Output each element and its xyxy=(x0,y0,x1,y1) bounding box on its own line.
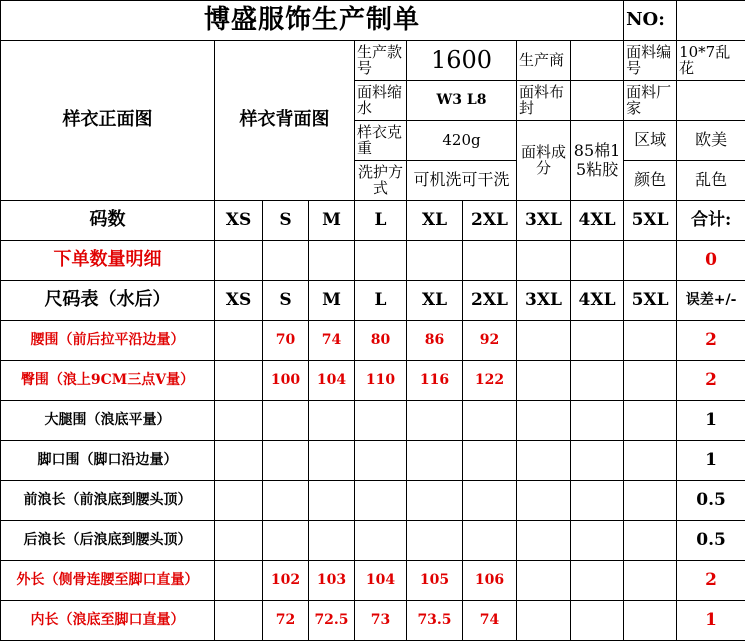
size-chart-header-cell: S xyxy=(263,281,309,321)
tolerance-cell[interactable]: 1 xyxy=(677,601,745,641)
measurement-cell[interactable] xyxy=(571,481,624,521)
measurement-cell[interactable] xyxy=(624,561,677,601)
fabric-seal-value[interactable] xyxy=(571,81,624,121)
sizes-header-row xyxy=(1,201,745,241)
order-quantity-cell[interactable] xyxy=(263,241,309,281)
measurement-cell[interactable] xyxy=(517,361,571,401)
size-chart-header-cell: M xyxy=(309,281,355,321)
measurement-cell[interactable]: 92 xyxy=(463,321,517,361)
style-no-value[interactable]: 1600 xyxy=(407,41,517,81)
measurement-cell[interactable] xyxy=(309,481,355,521)
measurement-label: 脚口围（脚口沿边量） xyxy=(1,441,215,481)
size-chart-header-cell: 2XL xyxy=(463,281,517,321)
color-value[interactable]: 乱色 xyxy=(677,161,745,201)
measurement-label: 后浪长（后浪底到腰头顶） xyxy=(1,521,215,561)
wash-label: 洗护方式 xyxy=(355,161,407,201)
measurement-cell[interactable] xyxy=(571,521,624,561)
tolerance-cell[interactable]: 2 xyxy=(677,321,745,361)
order-quantity-row xyxy=(1,241,745,281)
measurement-cell[interactable] xyxy=(517,481,571,521)
measurement-cell[interactable] xyxy=(517,321,571,361)
measurement-row xyxy=(1,521,745,561)
measurement-cell[interactable] xyxy=(624,601,677,641)
measurement-label: 前浪长（前浪底到腰头顶） xyxy=(1,481,215,521)
measurement-row xyxy=(1,561,745,601)
composition-label: 面料成分 xyxy=(517,121,571,201)
measurement-cell[interactable] xyxy=(571,321,624,361)
measurement-cell[interactable] xyxy=(407,441,463,481)
weight-value[interactable]: 420g xyxy=(407,121,517,161)
size-header-cell: L xyxy=(355,201,407,241)
measurement-row xyxy=(1,401,745,441)
measurement-label: 内长（浪底至脚口直量） xyxy=(1,601,215,641)
size-chart-header-cell: 5XL xyxy=(624,281,677,321)
measurement-cell[interactable]: 70 xyxy=(263,321,309,361)
measurement-cell[interactable] xyxy=(517,521,571,561)
fabric-seal-label: 面料布封 xyxy=(517,81,571,121)
no-value[interactable] xyxy=(677,1,745,41)
weight-label: 样衣克重 xyxy=(355,121,407,161)
fabric-no-value[interactable]: 10*7乱花 xyxy=(677,41,745,81)
measurement-cell[interactable] xyxy=(263,401,309,441)
fabric-no-label: 面料编号 xyxy=(624,41,677,81)
size-header-cell: S xyxy=(263,201,309,241)
region-value[interactable]: 欧美 xyxy=(677,121,745,161)
measurement-cell[interactable]: 122 xyxy=(463,361,517,401)
measurement-cell[interactable] xyxy=(215,561,263,601)
measurement-cell[interactable] xyxy=(571,561,624,601)
order-quantity-cell[interactable] xyxy=(355,241,407,281)
front-view-cell: 样衣正面图 xyxy=(1,41,215,201)
measurement-label: 外长（侧骨连腰至脚口直量） xyxy=(1,561,215,601)
order-quantity-cell[interactable] xyxy=(624,241,677,281)
order-quantity-cell[interactable] xyxy=(309,241,355,281)
measurement-cell[interactable]: 100 xyxy=(263,361,309,401)
maker-label: 生产商 xyxy=(517,41,571,81)
measurement-cell[interactable] xyxy=(571,361,624,401)
measurement-label: 大腿围（浪底平量） xyxy=(1,401,215,441)
fabric-factory-value[interactable] xyxy=(677,81,745,121)
measurement-row xyxy=(1,321,745,361)
measurement-cell[interactable]: 73.5 xyxy=(407,601,463,641)
measurement-cell[interactable] xyxy=(624,361,677,401)
measurement-cell[interactable] xyxy=(517,601,571,641)
measurement-cell[interactable] xyxy=(309,521,355,561)
measurement-cell[interactable] xyxy=(571,601,624,641)
measurement-cell[interactable] xyxy=(407,481,463,521)
tolerance-cell[interactable]: 0.5 xyxy=(677,521,745,561)
measurement-label: 臀围（浪上9CM三点V量） xyxy=(1,361,215,401)
size-header-cell: 2XL xyxy=(463,201,517,241)
measurement-cell[interactable]: 72.5 xyxy=(309,601,355,641)
measurement-cell[interactable] xyxy=(571,401,624,441)
measurement-label: 腰围（前后拉平沿边量） xyxy=(1,321,215,361)
size-chart-header-cell: 4XL xyxy=(571,281,624,321)
sizes-label: 码数 xyxy=(1,201,215,241)
style-no-label: 生产款号 xyxy=(355,41,407,81)
measurement-cell[interactable] xyxy=(263,441,309,481)
order-quantity-cell[interactable] xyxy=(407,241,463,281)
measurement-cell[interactable] xyxy=(355,401,407,441)
measurement-cell[interactable]: 105 xyxy=(407,561,463,601)
size-chart-header-cell: L xyxy=(355,281,407,321)
tolerance-cell[interactable]: 1 xyxy=(677,441,745,481)
measurement-cell[interactable]: 74 xyxy=(309,321,355,361)
measurement-cell[interactable]: 110 xyxy=(355,361,407,401)
measurement-cell[interactable]: 106 xyxy=(463,561,517,601)
measurement-row xyxy=(1,601,745,641)
measurement-cell[interactable] xyxy=(463,441,517,481)
maker-value[interactable] xyxy=(571,41,624,81)
measurement-cell[interactable] xyxy=(263,521,309,561)
measurement-cell[interactable] xyxy=(463,481,517,521)
size-chart-header-row xyxy=(1,281,745,321)
measurement-cell[interactable]: 116 xyxy=(407,361,463,401)
measurement-cell[interactable]: 104 xyxy=(355,561,407,601)
measurement-cell[interactable] xyxy=(624,441,677,481)
tolerance-cell[interactable]: 0.5 xyxy=(677,481,745,521)
tolerance-label: 误差+/- xyxy=(677,281,745,321)
measurement-cell[interactable] xyxy=(215,321,263,361)
tolerance-cell[interactable]: 2 xyxy=(677,361,745,401)
measurement-cell[interactable] xyxy=(355,441,407,481)
measurement-cell[interactable] xyxy=(517,561,571,601)
shrink-value[interactable]: W3 L8 xyxy=(407,81,517,121)
measurement-cell[interactable] xyxy=(624,321,677,361)
measurement-cell[interactable] xyxy=(463,401,517,441)
size-header-cell: 3XL xyxy=(517,201,571,241)
wash-value[interactable]: 可机洗可干洗 xyxy=(407,161,517,201)
size-header-cell: 4XL xyxy=(571,201,624,241)
measurement-cell[interactable] xyxy=(624,401,677,441)
measurement-cell[interactable] xyxy=(215,361,263,401)
measurement-row xyxy=(1,481,745,521)
measurement-row xyxy=(1,441,745,481)
measurement-cell[interactable] xyxy=(463,521,517,561)
order-quantity-cell[interactable] xyxy=(463,241,517,281)
fabric-factory-label: 面料厂家 xyxy=(624,81,677,121)
shrink-label: 面料缩水 xyxy=(355,81,407,121)
size-chart-label: 尺码表（水后） xyxy=(1,281,215,321)
measurement-cell[interactable] xyxy=(407,401,463,441)
measurement-cell[interactable] xyxy=(407,521,463,561)
size-chart-header-cell: 3XL xyxy=(517,281,571,321)
measurement-cell[interactable] xyxy=(215,521,263,561)
measurement-cell[interactable] xyxy=(215,601,263,641)
measurement-cell[interactable] xyxy=(215,481,263,521)
measurement-cell[interactable]: 72 xyxy=(263,601,309,641)
measurement-cell[interactable]: 86 xyxy=(407,321,463,361)
total-label: 合计: xyxy=(677,201,745,241)
measurement-cell[interactable] xyxy=(517,441,571,481)
measurement-cell[interactable]: 102 xyxy=(263,561,309,601)
size-header-cell: M xyxy=(309,201,355,241)
measurement-cell[interactable] xyxy=(355,521,407,561)
measurement-cell[interactable] xyxy=(309,441,355,481)
order-quantity-label: 下单数量明细 xyxy=(1,241,215,281)
measurement-cell[interactable] xyxy=(517,401,571,441)
size-header-cell: XL xyxy=(407,201,463,241)
order-total: 0 xyxy=(677,241,745,281)
color-label: 颜色 xyxy=(624,161,677,201)
measurement-cell[interactable]: 104 xyxy=(309,361,355,401)
measurement-cell[interactable] xyxy=(263,481,309,521)
measurement-cell[interactable] xyxy=(355,481,407,521)
size-header-cell: XS xyxy=(215,201,263,241)
measurement-cell[interactable] xyxy=(215,441,263,481)
order-quantity-cell[interactable] xyxy=(517,241,571,281)
region-label: 区域 xyxy=(624,121,677,161)
measurement-cell[interactable]: 73 xyxy=(355,601,407,641)
measurement-row xyxy=(1,361,745,401)
back-view-cell: 样衣背面图 xyxy=(215,41,355,201)
measurement-cell[interactable] xyxy=(215,401,263,441)
measurement-cell[interactable]: 74 xyxy=(463,601,517,641)
measurement-cell[interactable] xyxy=(571,441,624,481)
measurement-cell[interactable] xyxy=(624,521,677,561)
measurement-cell[interactable] xyxy=(624,481,677,521)
measurement-cell[interactable] xyxy=(309,401,355,441)
size-chart-header-cell: XL xyxy=(407,281,463,321)
order-quantity-cell[interactable] xyxy=(571,241,624,281)
tolerance-cell[interactable]: 1 xyxy=(677,401,745,441)
composition-value[interactable]: 85棉15粘胶 xyxy=(571,121,624,201)
sheet-title: 博盛服饰生产制单 xyxy=(1,1,624,41)
no-label: NO: xyxy=(624,1,677,41)
tolerance-cell[interactable]: 2 xyxy=(677,561,745,601)
measurement-cell[interactable]: 103 xyxy=(309,561,355,601)
measurement-cell[interactable]: 80 xyxy=(355,321,407,361)
order-quantity-cell[interactable] xyxy=(215,241,263,281)
size-chart-header-cell: XS xyxy=(215,281,263,321)
size-header-cell: 5XL xyxy=(624,201,677,241)
